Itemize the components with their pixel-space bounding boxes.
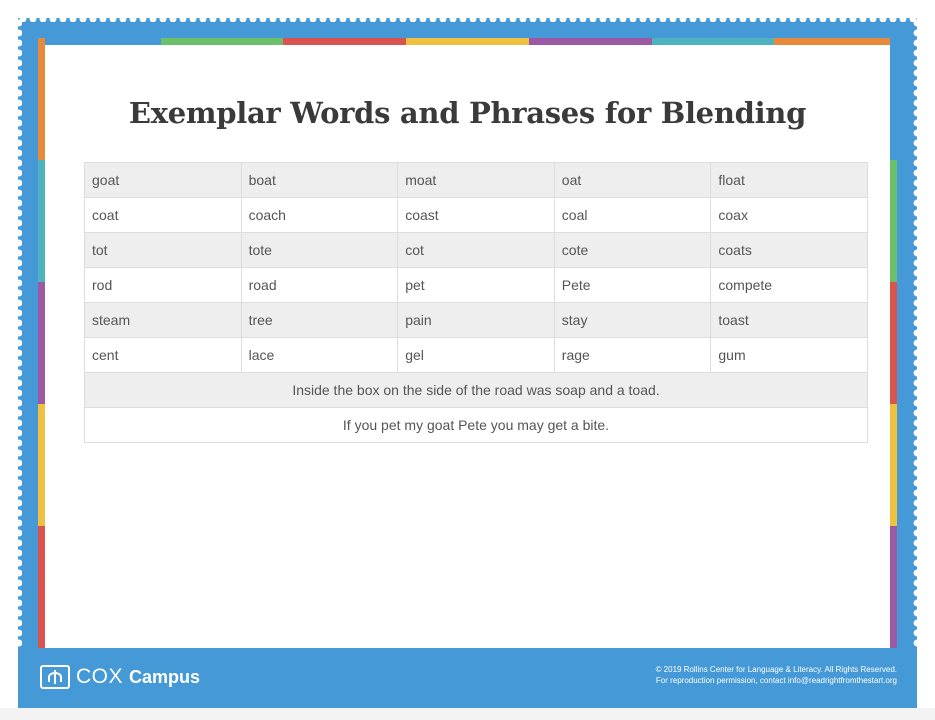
stripe-segment: [38, 38, 161, 45]
word-cell: pain: [398, 303, 555, 338]
word-cell: road: [241, 268, 398, 303]
stripe-segment: [38, 404, 45, 526]
open-book-icon: [40, 665, 70, 689]
word-cell: lace: [241, 338, 398, 373]
word-cell: coax: [711, 198, 868, 233]
word-cell: float: [711, 163, 868, 198]
word-cell: toast: [711, 303, 868, 338]
word-cell: tote: [241, 233, 398, 268]
stripe-segment: [38, 160, 45, 282]
stripe-segment: [652, 38, 775, 45]
word-cell: cent: [85, 338, 242, 373]
stripe-segment: [406, 38, 529, 45]
table-row: [85, 163, 868, 198]
word-cell: steam: [85, 303, 242, 338]
word-cell: coach: [241, 198, 398, 233]
table-row: [85, 233, 868, 268]
rainbow-stripe-top: [38, 38, 897, 45]
word-cell: stay: [554, 303, 711, 338]
sentence-row: [85, 408, 868, 443]
stripe-segment: [161, 38, 284, 45]
word-cell: boat: [241, 163, 398, 198]
word-cell: coal: [554, 198, 711, 233]
word-cell: tree: [241, 303, 398, 338]
logo-campus-text: Campus: [129, 666, 201, 687]
stripe-segment: [529, 38, 652, 45]
word-cell: tot: [85, 233, 242, 268]
viewer-bottom-edge: [0, 708, 935, 720]
stripe-segment: [38, 526, 45, 648]
copyright-notice: [656, 664, 897, 686]
sentence-cell: If you pet my goat Pete you may get a bite.: [85, 408, 868, 443]
table-row: [85, 198, 868, 233]
table-row: [85, 268, 868, 303]
word-cell: coat: [85, 198, 242, 233]
scalloped-edge-top: [18, 14, 917, 22]
stripe-segment: [890, 526, 897, 648]
word-cell: goat: [85, 163, 242, 198]
sentence-row: [85, 373, 868, 408]
document-sheet: [38, 38, 897, 648]
logo-cox-text: COX: [76, 665, 124, 688]
word-cell: pet: [398, 268, 555, 303]
word-cell: gel: [398, 338, 555, 373]
document-title: Exemplar Words and Phrases for Blending: [128, 96, 807, 130]
word-table: [84, 162, 868, 443]
word-cell: cot: [398, 233, 555, 268]
word-cell: gum: [711, 338, 868, 373]
stripe-segment: [890, 160, 897, 282]
footer-bar: [18, 648, 917, 708]
table-row: [85, 338, 868, 373]
word-cell: rod: [85, 268, 242, 303]
permission-line: For reproduction permission, contact info@readrightfromthestart.org: [655, 676, 897, 685]
word-cell: moat: [398, 163, 555, 198]
cox-campus-logo: [40, 662, 200, 692]
word-cell: coast: [398, 198, 555, 233]
copyright-line: © 2019 Rollins Center for Language & Literacy. All Rights Reserved.: [655, 665, 897, 674]
sentence-cell: Inside the box on the side of the road was soap and a toad.: [85, 373, 868, 408]
table-row: [85, 303, 868, 338]
word-cell: rage: [554, 338, 711, 373]
stripe-segment: [890, 404, 897, 526]
word-cell: cote: [554, 233, 711, 268]
word-cell: coats: [711, 233, 868, 268]
word-cell: oat: [554, 163, 711, 198]
stripe-segment: [38, 282, 45, 404]
stripe-segment: [890, 282, 897, 404]
stripe-segment: [283, 38, 406, 45]
word-cell: Pete: [554, 268, 711, 303]
scalloped-edge-left: [14, 18, 22, 648]
word-cell: compete: [711, 268, 868, 303]
stripe-segment: [774, 38, 897, 45]
scalloped-edge-right: [912, 18, 920, 648]
